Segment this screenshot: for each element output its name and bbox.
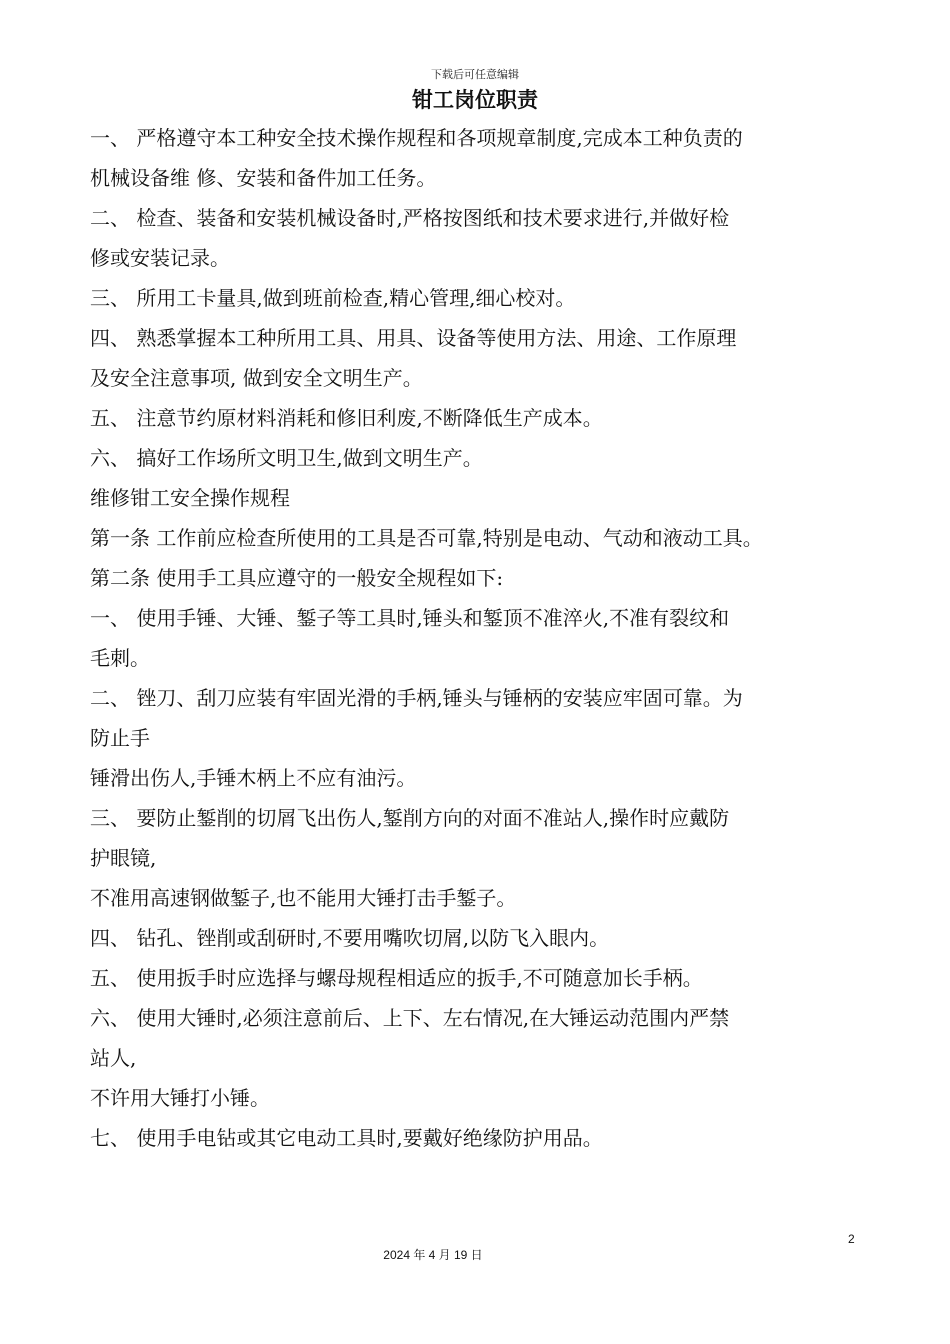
text-line: 不许用大锤打小锤。 xyxy=(90,1086,270,1110)
text-line: 维修钳工安全操作规程 xyxy=(90,486,290,510)
text-line: 第二条 使用手工具应遵守的一般安全规程如下: xyxy=(90,566,504,590)
text-line: 机械设备维 修、安装和备件加工任务。 xyxy=(90,166,437,190)
text-line: 一、 严格遵守本工种安全技术操作规程和各项规章制度,完成本工种负责的 xyxy=(90,126,743,150)
text-line: 及安全注意事项, 做到安全文明生产。 xyxy=(90,366,423,390)
text-line: 毛刺。 xyxy=(90,646,150,670)
text-line: 六、 搞好工作场所文明卫生,做到文明生产。 xyxy=(90,446,483,470)
text-line: 一、 使用手锤、大锤、錾子等工具时,锤头和錾顶不准淬火,不准有裂纹和 xyxy=(90,606,730,630)
text-line: 六、 使用大锤时,必须注意前后、上下、左右情况,在大锤运动范围内严禁 xyxy=(90,1006,730,1030)
document-title: 钳工岗位职责 xyxy=(412,88,538,112)
text-line: 四、 熟悉掌握本工种所用工具、用具、设备等使用方法、用途、工作原理 xyxy=(90,326,737,350)
text-line: 第一条 工作前应检查所使用的工具是否可靠,特别是电动、气动和液动工具。 xyxy=(90,526,763,550)
page-number: 2 xyxy=(848,1232,855,1246)
text-line: 防止手 xyxy=(90,726,150,750)
text-line: 二、 锉刀、刮刀应装有牢固光滑的手柄,锤头与锤柄的安装应牢固可靠。为 xyxy=(90,686,743,710)
text-line: 修或安装记录。 xyxy=(90,246,230,270)
text-line: 三、 要防止錾削的切屑飞出伤人,錾削方向的对面不准站人,操作时应戴防 xyxy=(90,806,730,830)
text-line: 四、 钻孔、锉削或刮研时,不要用嘴吹切屑,以防飞入眼内。 xyxy=(90,926,610,950)
text-line: 护眼镜, xyxy=(90,846,157,870)
text-line: 三、 所用工卡量具,做到班前检查,精心管理,细心校对。 xyxy=(90,286,576,310)
document-body xyxy=(90,122,880,1162)
text-line: 不准用高速钢做錾子,也不能用大锤打击手錾子。 xyxy=(90,886,517,910)
text-line: 五、 注意节约原材料消耗和修旧利废,不断降低生产成本。 xyxy=(90,406,603,430)
text-line: 五、 使用扳手时应选择与螺母规程相适应的扳手,不可随意加长手柄。 xyxy=(90,966,703,990)
header-note: 下载后可任意编辑 xyxy=(431,68,519,81)
text-line: 锤滑出伤人,手锤木柄上不应有油污。 xyxy=(90,766,417,790)
text-line: 站人, xyxy=(90,1046,137,1070)
text-line: 二、 检查、装备和安装机械设备时,严格按图纸和技术要求进行,并做好检 xyxy=(90,206,730,230)
text-line: 七、 使用手电钻或其它电动工具时,要戴好绝缘防护用品。 xyxy=(90,1126,603,1150)
footer-date: 2024 年 4 月 19 日 xyxy=(383,1248,483,1262)
